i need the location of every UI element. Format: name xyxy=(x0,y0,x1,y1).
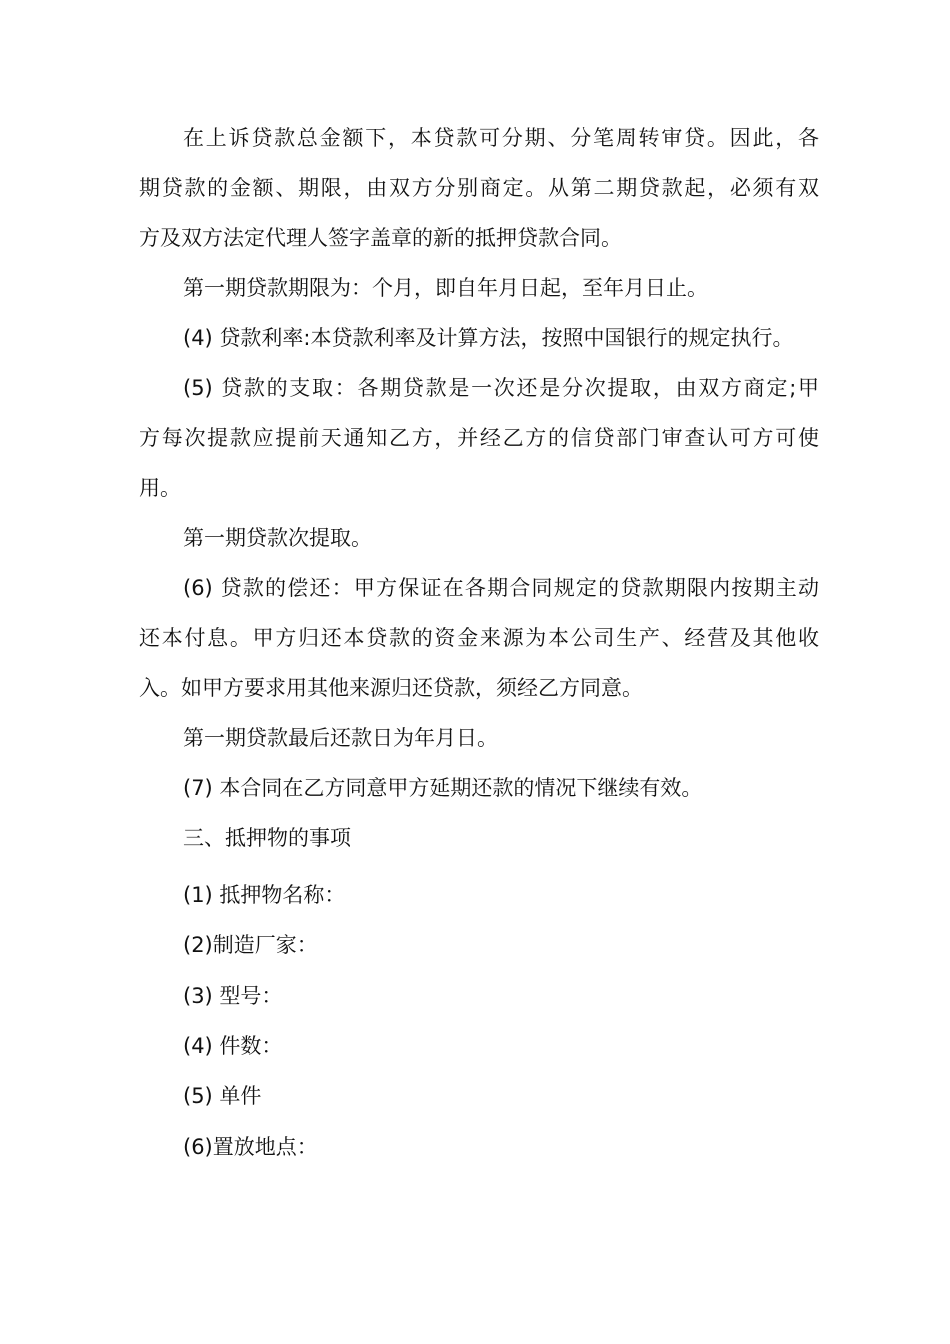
collateral-item-quantity xyxy=(139,1021,819,1071)
text-line: (6) 贷款的偿还：甲方保证在各期合同规定的贷款期限内按期主动 xyxy=(183,576,819,600)
section-heading-collateral xyxy=(139,813,819,863)
text-line: (5) 贷款的支取：各期贷款是一次还是分次提取，由双方商定;甲 xyxy=(183,376,819,400)
paragraph-installment-loans xyxy=(139,113,819,263)
paragraph-interest-rate xyxy=(139,313,819,363)
text-line: (2)制造厂家： xyxy=(183,933,318,957)
text-line: 入。如甲方要求用其他来源归还贷款，须经乙方同意。 xyxy=(139,676,643,700)
collateral-item-location xyxy=(139,1122,819,1172)
text-line: (6)置放地点： xyxy=(183,1135,318,1159)
paragraph-loan-repayment xyxy=(139,563,819,713)
paragraph-first-period-term xyxy=(139,263,819,313)
text-line: 第一期贷款最后还款日为年月日。 xyxy=(183,726,498,750)
paragraph-final-repayment-date xyxy=(139,713,819,763)
text-line: 第一期贷款次提取。 xyxy=(183,526,372,550)
paragraph-contract-validity xyxy=(139,763,819,813)
text-line: 方及双方法定代理人签字盖章的新的抵押贷款合同。 xyxy=(139,226,622,250)
text-line: (4) 贷款利率:本贷款利率及计算方法，按照中国银行的规定执行。 xyxy=(183,326,794,350)
text-line: 在上诉贷款总金额下，本贷款可分期、分笔周转审贷。因此，各 xyxy=(183,126,819,150)
collateral-item-name xyxy=(139,870,819,920)
paragraph-first-withdrawal xyxy=(139,513,819,563)
text-line: (5) 单件 xyxy=(183,1084,262,1108)
paragraph-loan-withdrawal xyxy=(139,363,819,513)
text-line: (3) 型号： xyxy=(183,984,283,1008)
collateral-item-unit xyxy=(139,1071,819,1121)
text-line: (7) 本合同在乙方同意甲方延期还款的情况下继续有效。 xyxy=(183,776,703,800)
text-line: 第一期贷款期限为：个月，即自年月日起，至年月日止。 xyxy=(183,276,708,300)
text-line: (1) 抵押物名称： xyxy=(183,883,346,907)
text-line: 方每次提款应提前天通知乙方，并经乙方的信贷部门审查认可方可使 xyxy=(139,426,819,450)
text-line: 还本付息。甲方归还本贷款的资金来源为本公司生产、经营及其他收 xyxy=(139,626,819,650)
text-line: 期贷款的金额、期限，由双方分别商定。从第二期贷款起，必须有双 xyxy=(139,176,819,200)
text-line: 用。 xyxy=(139,476,181,500)
collateral-item-model xyxy=(139,971,819,1021)
collateral-item-manufacturer xyxy=(139,920,819,970)
text-line: (4) 件数： xyxy=(183,1034,283,1058)
section-heading: 三、抵押物的事项 xyxy=(183,826,351,850)
